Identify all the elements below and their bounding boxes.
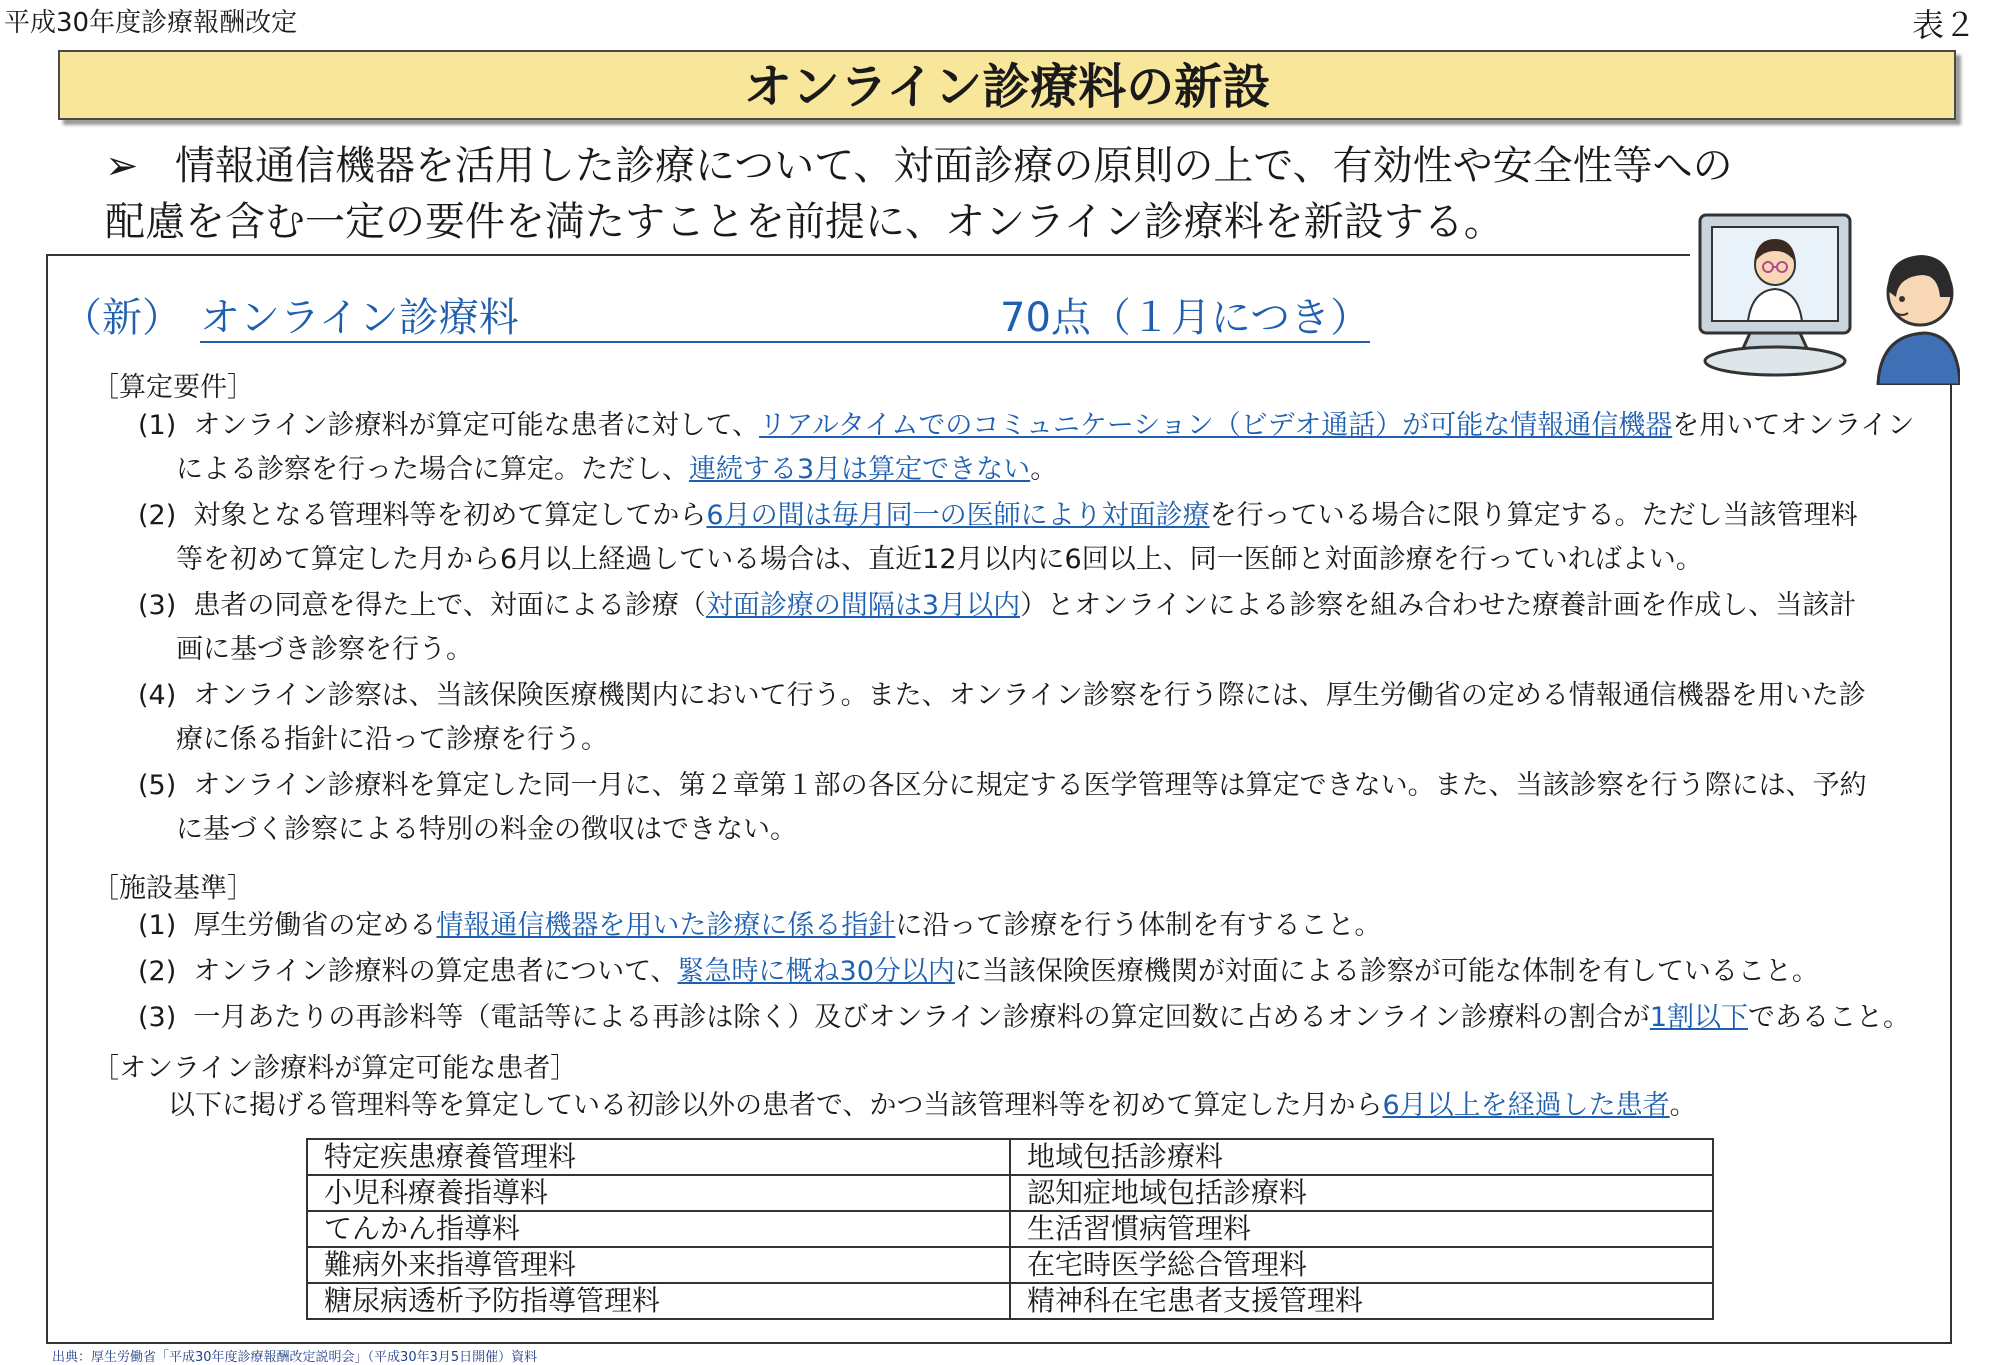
arrow-bullet-icon: ➢ <box>105 143 139 189</box>
facility-item <box>138 996 1958 1040</box>
illustration-svg <box>1690 205 1960 385</box>
patients-text: 。 <box>1669 1090 1697 1121</box>
facility-heading: ［施設基準］ <box>92 873 254 904</box>
facility-highlight: 情報通信機器を用いた診療に係る指針 <box>436 910 896 941</box>
table-cell: 小児科療養指導料 <box>307 1175 1010 1211</box>
table-cell: 認知症地域包括診療料 <box>1010 1175 1713 1211</box>
facility-number: (1) <box>138 910 177 941</box>
patients-description <box>168 1084 1988 1128</box>
patients-text: 以下に掲げる管理料等を算定している初診以外の患者で、かつ当該管理料等を初めて算定した月から <box>168 1090 1383 1121</box>
table-cell: 在宅時医学総合管理料 <box>1010 1247 1713 1283</box>
patients-heading: ［オンライン診療料が算定可能な患者］ <box>92 1053 578 1084</box>
lead-line-1: 情報通信機器を活用した診療について、対面診療の原則の上で、有効性や安全性等への <box>175 143 1733 189</box>
facility-highlight: 緊急時に概ね30分以内 <box>677 956 955 987</box>
requirement-item <box>138 674 1958 762</box>
requirement-number: (2) <box>138 500 177 531</box>
facility-text: オンライン診療料の算定患者について、 <box>193 956 678 987</box>
requirement-text: オンライン診療料を算定した同一月に、第２章第１部の各区分に規定する医学管理等は算定できない。また、当該診察を行う際には、予約 <box>193 770 1867 801</box>
table-row <box>307 1175 1713 1211</box>
fee-points: 70点（１月につき） <box>1000 295 1371 341</box>
fee-underline <box>200 295 1370 343</box>
facility-text: であること。 <box>1748 1002 1910 1033</box>
fee-name: オンライン診療料 <box>200 295 519 341</box>
table-row <box>307 1283 1713 1319</box>
table-cell: 生活習慣病管理料 <box>1010 1211 1713 1247</box>
requirement-text: による診察を行った場合に算定。ただし、 <box>176 454 689 485</box>
table-number-label: 表２ <box>1911 6 1976 44</box>
requirement-text: オンライン診察は、当該保険医療機関内において行う。また、オンライン診察を行う際には、厚生労働省の定める情報通信機器を用いた診 <box>193 680 1866 711</box>
requirement-item <box>138 404 1958 492</box>
table-cell: 精神科在宅患者支援管理料 <box>1010 1283 1713 1319</box>
requirement-text: 等を初めて算定した月から6月以上経過している場合は、直近12月以内に6回以上、同一医師と対面診療を行っていればよい。 <box>176 544 1703 575</box>
table-row <box>307 1139 1713 1175</box>
requirement-item <box>138 764 1958 852</box>
requirement-text: に基づく診察による特別の料金の徴収はできない。 <box>176 814 797 845</box>
facility-text: 一月あたりの再診料等（電話等による再診は除く）及びオンライン診療料の算定回数に占めるオンライン診療料の割合が <box>193 1002 1650 1033</box>
new-label: （新） <box>62 295 182 341</box>
requirement-number: (1) <box>138 410 177 441</box>
facility-text: に当該保険医療機関が対面による診察が可能な体制を有していること。 <box>954 956 1819 987</box>
lead-line-2: 配慮を含む一定の要件を満たすことを前提に、オンライン診療料を新設する。 <box>105 199 1504 245</box>
eligible-fees-table <box>306 1138 1714 1320</box>
requirement-text: を行っている場合に限り算定する。ただし当該管理料 <box>1209 500 1858 531</box>
requirement-highlight: 6月の間は毎月同一の医師により対面診療 <box>706 500 1210 531</box>
table-cell: 難病外来指導管理料 <box>307 1247 1010 1283</box>
requirement-highlight: リアルタイムでのコミュニケーション（ビデオ通話）が可能な情報通信機器 <box>759 410 1673 441</box>
source-citation: 出典：厚生労働省「平成30年度診療報酬改定説明会」（平成30年3月5日開催）資料 <box>52 1350 538 1365</box>
facility-item <box>138 950 1958 994</box>
requirement-highlight: 連続する3月は算定できない <box>689 454 1031 485</box>
requirement-number: (4) <box>138 680 177 711</box>
requirement-item <box>138 584 1958 672</box>
header-left-label: 平成30年度診療報酬改定 <box>4 8 298 38</box>
table-row <box>307 1247 1713 1283</box>
table-cell: 特定疾患療養管理料 <box>307 1139 1010 1175</box>
requirement-highlight: 対面診療の間隔は3月以内 <box>705 590 1021 621</box>
page-title: オンライン診療料の新設 <box>58 50 1956 120</box>
table-cell: てんかん指導料 <box>307 1211 1010 1247</box>
patients-highlight: 6月以上を経過した患者 <box>1382 1090 1670 1121</box>
requirements-heading: ［算定要件］ <box>92 372 254 403</box>
requirement-text: 画に基づき診察を行う。 <box>176 634 473 665</box>
requirement-text: 患者の同意を得た上で、対面による診療（ <box>193 590 706 621</box>
facility-number: (2) <box>138 956 177 987</box>
lead-paragraph <box>105 138 1925 250</box>
doctor-video-call-illustration <box>1690 205 1960 385</box>
facility-highlight: 1割以下 <box>1649 1002 1748 1033</box>
facility-text: に沿って診療を行う体制を有すること。 <box>895 910 1382 941</box>
requirement-text: 。 <box>1030 454 1058 485</box>
requirement-text: を用いてオンライン <box>1672 410 1915 441</box>
facility-text: 厚生労働省の定める <box>193 910 437 941</box>
requirement-text: ）とオンラインによる診察を組み合わせた療養計画を作成し、当該計 <box>1020 590 1857 621</box>
requirement-text: 対象となる管理料等を初めて算定してから <box>193 500 707 531</box>
fee-line <box>62 286 1370 343</box>
facility-number: (3) <box>138 1002 177 1033</box>
table-cell: 糖尿病透析予防指導管理料 <box>307 1283 1010 1319</box>
requirement-text: オンライン診療料が算定可能な患者に対して、 <box>193 410 760 441</box>
requirement-text: 療に係る指針に沿って診療を行う。 <box>176 724 608 755</box>
table-row <box>307 1211 1713 1247</box>
requirement-item <box>138 494 1958 582</box>
requirement-number: (5) <box>138 770 177 801</box>
table-cell: 地域包括診療料 <box>1010 1139 1713 1175</box>
facility-item <box>138 904 1958 948</box>
requirement-number: (3) <box>138 590 177 621</box>
